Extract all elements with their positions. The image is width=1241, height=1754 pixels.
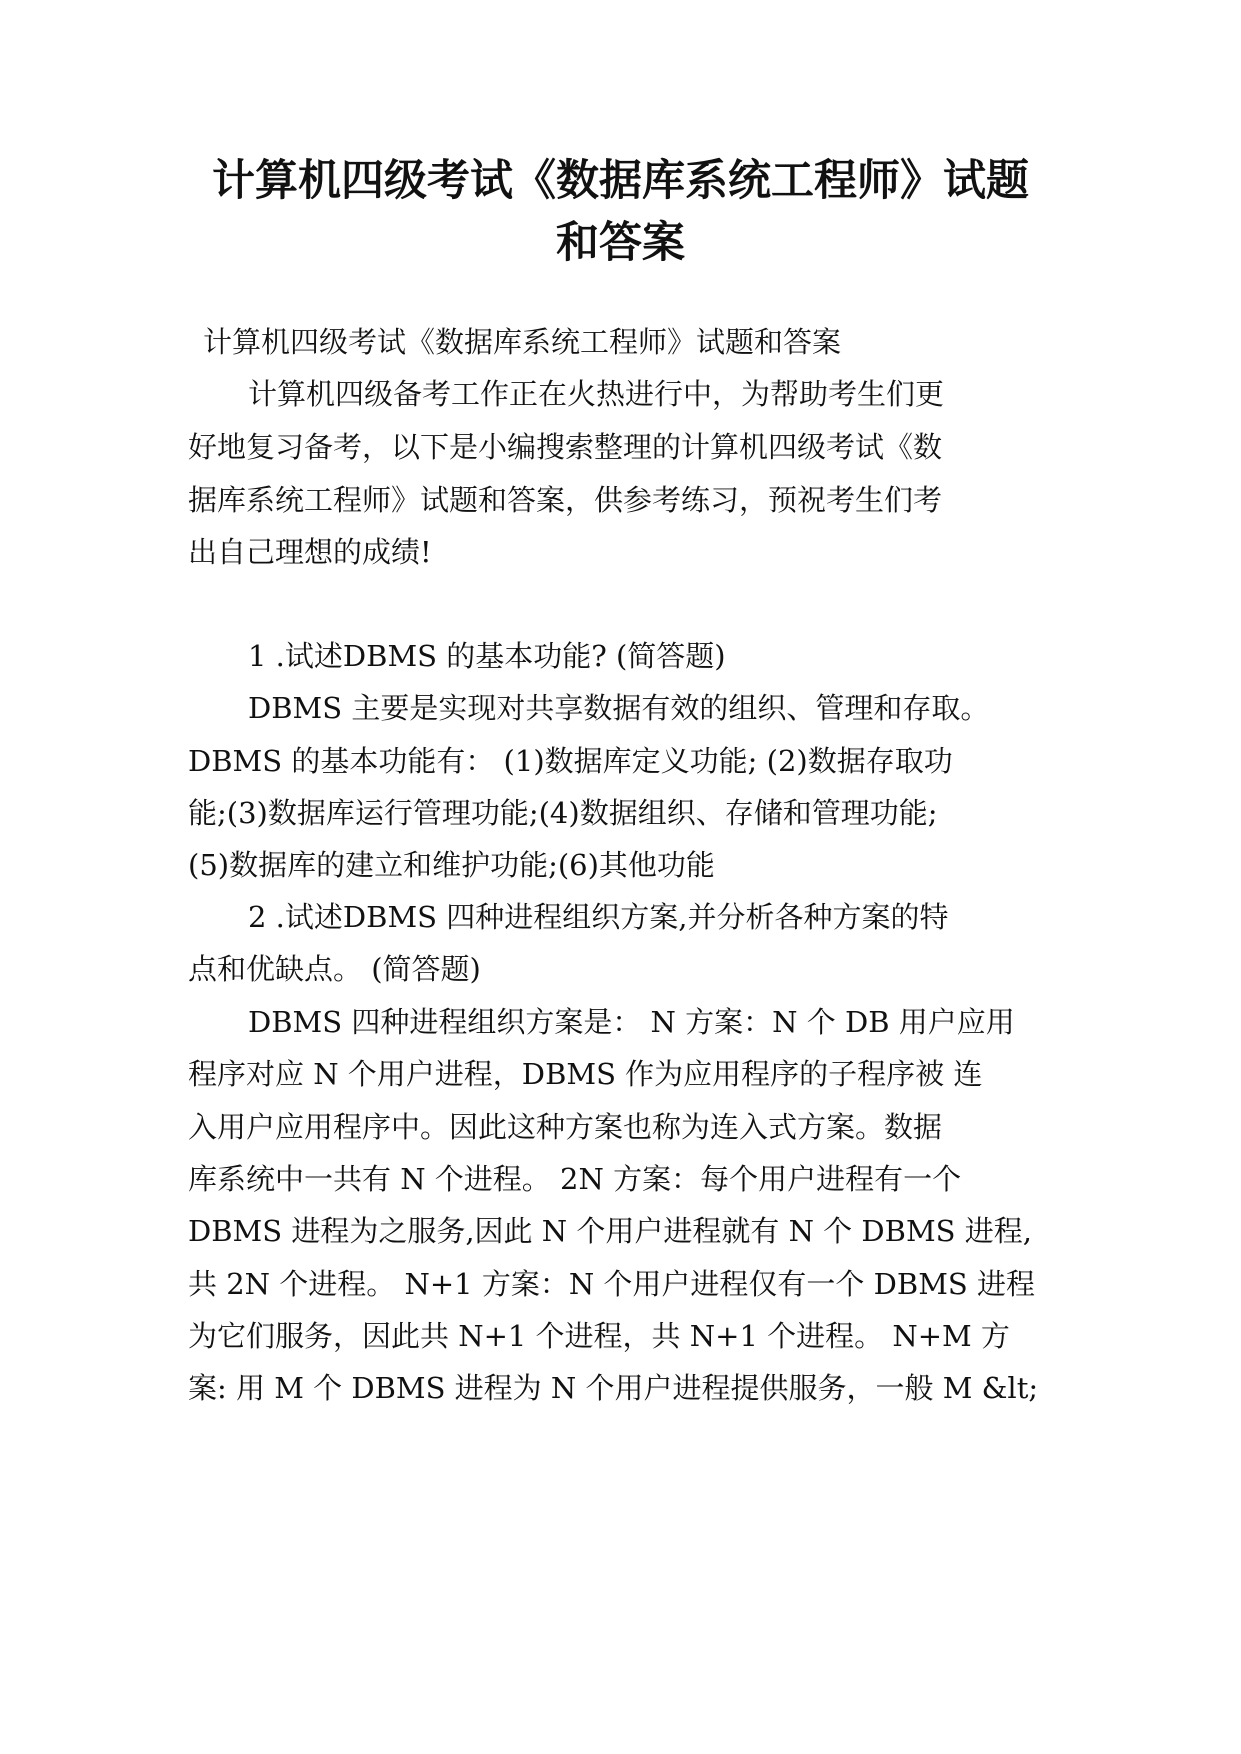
answer-2-line-4: 库系统中一共有 N 个进程。 2N 方案：每个用户进程有一个 bbox=[188, 1162, 962, 1196]
intro-line-2: 好地复习备考，以下是小编搜索整理的计算机四级考试《数 bbox=[188, 430, 943, 464]
document-title bbox=[150, 150, 1091, 274]
answer-2-line-6: 共 2N 个进程。 N+1 方案：N 个用户进程仅有一个 DBMS 进程 bbox=[188, 1267, 1035, 1301]
answer-1-line-1: DBMS 主要是实现对共享数据有效的组织、管理和存取。 bbox=[248, 691, 990, 725]
answer-2-line-1: DBMS 四种进程组织方案是： N 方案：N 个 DB 用户应用 bbox=[248, 1005, 1015, 1039]
intro-line-3: 据库系统工程师》试题和答案，供参考练习，预祝考生们考 bbox=[188, 483, 943, 517]
intro-line-1: 计算机四级备考工作正在火热进行中，为帮助考生们更 bbox=[248, 377, 945, 411]
question-2-line-1: 2 .试述DBMS 四种进程组织方案,并分析各种方案的特 bbox=[248, 900, 949, 934]
question-1: 1 .试述DBMS 的基本功能? (简答题) bbox=[248, 639, 726, 673]
answer-2-line-5: DBMS 进程为之服务,因此 N 个用户进程就有 N 个 DBMS 进程, bbox=[188, 1214, 1032, 1248]
title-line-2: 和答案 bbox=[556, 218, 685, 268]
answer-1-line-4: (5)数据库的建立和维护功能;(6)其他功能 bbox=[188, 848, 715, 882]
question-2-line-2: 点和优缺点。 (简答题) bbox=[188, 952, 481, 986]
answer-1-line-2: DBMS 的基本功能有： (1)数据库定义功能; (2)数据存取功 bbox=[188, 744, 953, 778]
answer-1-line-3: 能;(3)数据库运行管理功能;(4)数据组织、存储和管理功能; bbox=[188, 796, 938, 830]
answer-2-line-2: 程序对应 N 个用户进程，DBMS 作为应用程序的子程序被 连 bbox=[188, 1057, 983, 1091]
answer-2-line-8: 案: 用 M 个 DBMS 进程为 N 个用户进程提供服务，一般 M &lt; bbox=[188, 1371, 1039, 1405]
intro-line-4: 出自己理想的成绩! bbox=[188, 535, 432, 569]
subtitle: 计算机四级考试《数据库系统工程师》试题和答案 bbox=[203, 325, 842, 359]
answer-2-line-3: 入用户应用程序中。因此这种方案也称为连入式方案。数据 bbox=[188, 1110, 943, 1144]
answer-2-line-7: 为它们服务，因此共 N+1 个进程，共 N+1 个进程。 N+M 方 bbox=[188, 1319, 1010, 1353]
title-line-1: 计算机四级考试《数据库系统工程师》试题 bbox=[212, 156, 1029, 206]
